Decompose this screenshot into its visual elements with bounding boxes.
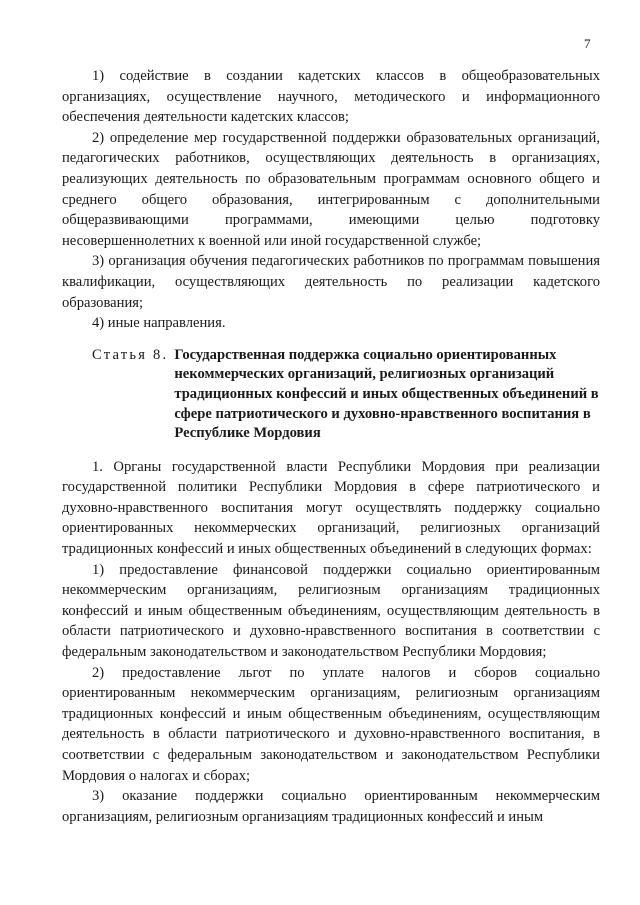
- article-body: [62, 457, 600, 828]
- paragraph-item-3: 3) организация обучения педагогических работников по программам повышения квалификации, осуществляющих деятельность по реализации кадетского образования;: [62, 253, 600, 311]
- paragraph-subitem-1: 1) предоставление финансовой поддержки социально ориентированным некоммерческим организациям, религиозным организациям традиционных конфессий и иным общественным объединениям, осуществляющим деятельность в области патриотического и духовно-нравственного воспитания в соответствии с федеральным законодательством и законодательством Республики Мордовия;: [62, 561, 600, 661]
- article-label: Статья 8.: [92, 346, 169, 363]
- paragraph-subitem-3: 3) оказание поддержки социально ориентированным некоммерческим организациям, религиозным организациям традиционных конфессий и иным: [62, 788, 600, 825]
- paragraph-clause-1: 1. Органы государственной власти Республики Мордовия при реализации государственной политики Республики Мордовия в сфере патриотического и духовно-нравственного воспитания могут осуществлять поддержку социально ориентированных некоммерческих организаций, религиозных организаций традиционных конфессий и иных общественных объединений в следующих формах:: [62, 458, 600, 558]
- page-number: 7: [584, 36, 591, 51]
- paragraph-item-1: 1) содействие в создании кадетских классов в общеобразовательных организациях, осуществление научного, методического и информационного обеспечения деятельности кадетских классов;: [62, 68, 600, 126]
- article-heading: [62, 346, 600, 444]
- document-body: [62, 66, 600, 827]
- article-title: Государственная поддержка социально ориентированных некоммерческих организаций, религиозных организаций традиционных конфессий и иных общественных объединений в сфере патриотического и духовно-нравственного воспитания в Республике Мордовия: [174, 346, 599, 442]
- paragraph-subitem-2: 2) предоставление льгот по уплате налогов и сборов социально ориентированным некоммерческим организациям, религиозным организациям традиционных конфессий и иным общественным объединениям, осуществляющим деятельность в области патриотического и духовно-нравственного воспитания, в соответствии с федеральным законодательством и законодательством Республики Мордовия о налогах и сборах;: [62, 664, 600, 784]
- paragraph-item-4: 4) иные направления.: [92, 315, 226, 332]
- paragraph-item-2: 2) определение мер государственной поддержки образовательных организаций, педагогических работников, осуществляющих деятельность в организациях, реализующих деятельность по образовательным программам основного общего и среднего общего образования, интегрированным с дополнительными общеразвивающими программами, имеющими целью подготовку несовершеннолетних к военной или иной государственной службе;: [62, 129, 600, 249]
